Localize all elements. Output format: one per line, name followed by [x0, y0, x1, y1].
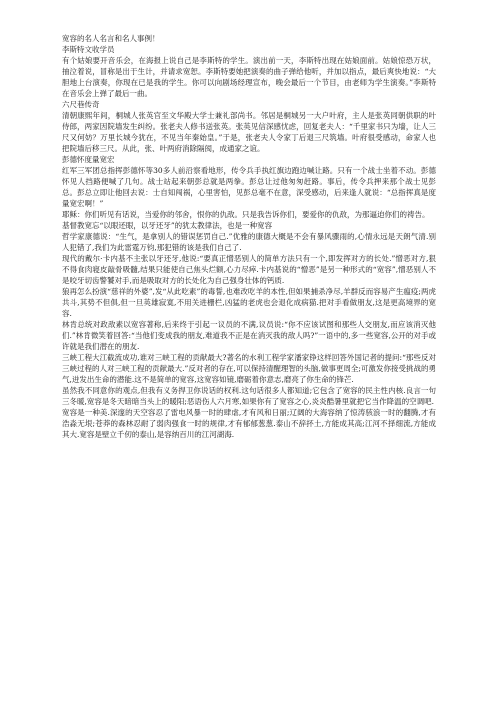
body-paragraph: 耶稣：你们听见有话说，当爱你的邻舍，恨你的仇敌。只是我告诉你们，要爱你的仇敌，为那逼迫你们的祷告。 — [62, 210, 430, 219]
body-paragraph: 三峡工程大江截流成功,谁对三峡工程的贡献最大?著名的水利工程学家潘家铮这样回答外国记者的提问:“那些反对三峡过程的人对三峡工程的贡献最大.”反对者的存在,可以保持清醒理智的头脑,做事更周全;可激发你接受挑战的勇气,迸发出生命的潜能.这不是简单的宽容,这宽容如镜,磨砺着你意志,磨亮了你生命的锋芒. — [62, 353, 436, 384]
body-paragraph: 清朝康熙年间，桐城人张英官至文华殿大学士兼礼部尚书。邻居是桐城另一大户叶府，主人是张英同朝供职的叶侍郎，两家因院墙发生纠纷。张老夫人修书送张英。张英见信深感忧虑，回复老夫人：“千里家书只为墙，让人三尺又何妨？万里长城今犹在，不见当年秦始皇。”于是，张老夫人令家丁后退三尺筑墙。叶府很受感动，命家人也把院墙后移三尺。从此，张、叶两府消除隔阂，成通家之谊。 — [62, 111, 436, 153]
section-heading: 李斯特文收学员 — [62, 45, 115, 54]
body-paragraph: 红军三军团总指挥彭德怀等30多人前沿察看地形，传令兵手执红旗边跑边喊让路。只有一个战士坐着不动。彭德怀见人挡路便喊了几句。战士站起来朝彭总就是两拳。彭总让过他匆匆赶路。事后，传令兵押来那个战士见彭总。彭总立即让他回去说：士自知闯祸，心里害怕，见彭总毫不在意，深受感动，后来逢人就说：“总指挥真是度量宽宏啊！” — [62, 166, 436, 208]
document-title: 宽容的名人名言和名人事例！ — [62, 34, 160, 43]
body-paragraph: 宽容是一种美.深邃的天空容忍了雷电风暴一时的肆虐,才有风和日丽;辽阔的大海容纳了惊涛骇浪一时的翻腾,才有浩淼无垠;苍莽的森林忍耐了弱肉强食一时的规律,才有郁郁葱葱.泰山不辞抔土,方能成其高;江河不择细流,方能成其大.宽容是壁立千仞的泰山,是容纳百川的江河湖海. — [62, 408, 436, 439]
section-heading: 彭德怀度量宽宏 — [62, 155, 115, 164]
body-paragraph: 现代的戴尔·卡内基不主张以牙还牙,他说:“要真正憎恶别人的简单方法只有一个,即发挥对方的长处.”憎恶对方,狠不得食肉寝皮敲骨吸髓,结果只能使自己焦头烂额,心力尽瘁.卡内基说的“憎恶”是另一种形式的“宽容”,憎恶别人不是咬牙切齿警饕对手,而是吸取对方的长处化为自己强身壮体的钙质. — [62, 254, 436, 285]
section-heading: 六尺巷传奇 — [62, 100, 100, 109]
body-paragraph: 林肯总统对政敌素以宽容著称,后来终于引起一议员的不满,议员说:“你不应该试图和那些人交朋友,而应该消灭他们.”林肯微笑着回答:“当他们变成我的朋友,难道我不正是在消灭我的敌人吗?”一语中的,多一些宽容,公开的对手或许就是我们潜在的朋友. — [62, 320, 436, 351]
body-paragraph: 基督教宽忘“以眼还眼，以牙还牙”的犹太教律法，也是一种宽容 — [62, 221, 273, 230]
document-body — [62, 33, 436, 440]
body-paragraph: 有个姑娘要开音乐会，在海报上说自己是李斯特的学生。演出前一天，李斯特出现在姑娘面前。姑娘惊恐万状，抽泣着说，冒称是出于生计，并请求宽恕。李斯特要她把演奏的曲子弹给他听，并加以指点，最后爽快地说：“大胆地上台演奏，你现在已是我的学生。你可以向剧场经理宣布，晚会最后一个节目，由老师为学生演奏。”李斯特在音乐会上弹了最后一曲。 — [62, 56, 436, 98]
body-paragraph: 哲学家康德说：“生气，是拿别人的错误惩罚自己.”优雅的康德大概是不会有暴风骤雨的,心情永远是天朗气清.别人犯错了,我们为此雷霆万钧,那犯错的该是我们自己了. — [62, 232, 436, 252]
body-paragraph: 狼再怎么扮演“慈祥的外婆”,发“从此吃素”的毒誓,也难改吃羊的本性,但如果捕杀净尽,羊群反而容易产生瘟疫;两虎共斗,其势不但俱,但一旦英雄寂寞,不用关进栅栏,凶猛的老虎也会退化成病猫.把对手看做朋友,这是更高境界的宽容. — [62, 287, 436, 318]
body-paragraph: 虽然我不同意你的观点,但我有义务捍卫你说话的权利.这句话很多人都知道;它包含了宽容的民主性内核.良言一句三冬暖,宽容是冬天暗暗当头上的暖阳;恶语伤人六月寒,如果你有了宽容之心,炎炎酷暑里就把它当作降温的空调吧. — [62, 386, 436, 406]
